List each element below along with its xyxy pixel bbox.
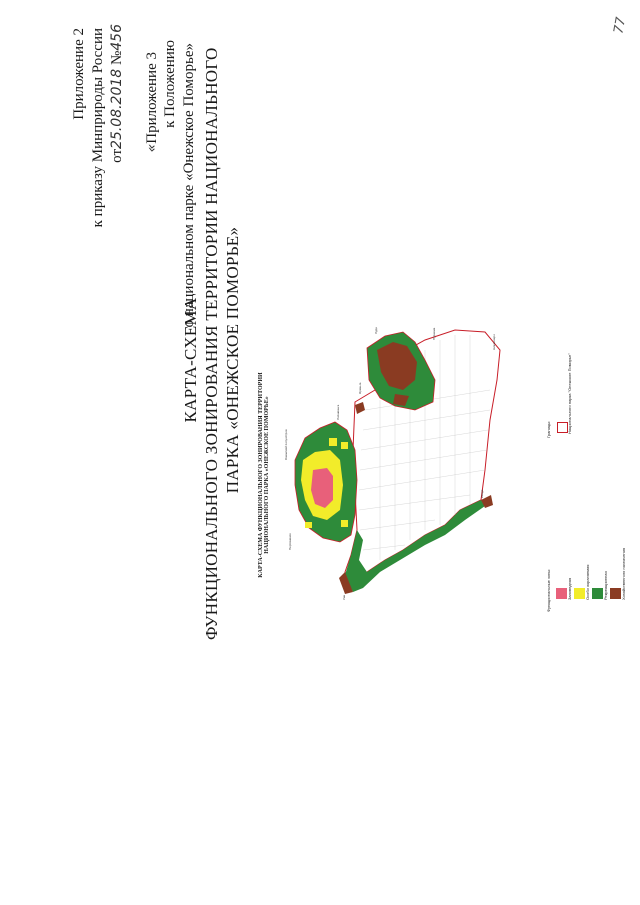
annex3-mark: « [144,143,160,153]
map-label-9: Нижмозеро [492,334,496,350]
legend-borders-title: Границы: [546,420,551,438]
legend-label-reserve: Заповедная [567,577,572,600]
title-line2: ФУНКЦИОНАЛЬНОГО ЗОНИРОВАНИЯ ТЕРРИТОРИИ НАЦИОНАЛЬНОГО [202,47,221,640]
legend-label-special: Особо охраняемая [585,564,590,600]
map-label-6: Кянда [480,489,484,498]
annex3-line1-wrap [143,52,161,172]
map-label-1: Онежский полуостров [284,429,288,460]
map-subtitle-line1: КАРТА-СХЕМА ФУНКЦИОНАЛЬНОГО ЗОНИРОВАНИЯ ТЕРРИТОРИИ [258,372,264,578]
annex2-number-handwritten: 456 [109,24,125,51]
annex3-line1: Приложение 3 [144,52,160,144]
annex2-line1: Приложение 2 [71,28,87,120]
map-label-5: Луда [374,327,378,334]
annex2-date-line [108,24,126,184]
page-number: 77 [611,16,630,35]
annex3-line3: о национальном парке «Онежское Поморье» [181,43,197,328]
zoning-map [285,310,515,600]
map-label-4: Яреньга [358,382,362,394]
map-subtitle-line2: НАЦИОНАЛЬНОГО ПАРКА «ОНЕЖСКОЕ ПОМОРЬЕ» [264,396,270,554]
annex2-block [70,28,88,178]
annex3-line2: к Положению [162,40,178,128]
map-label-7: Уна [342,594,346,600]
map-subtitle [258,310,270,640]
legend-label-recreation: Рекреационная [603,571,608,600]
legend-label-economic: Хозяйственного назначения [621,547,626,600]
annex3-line2-wrap [161,40,179,140]
annex2-date-handwritten: 25.08.2018 [109,68,125,149]
annex2-block-line2 [89,28,107,260]
annex2-line2: к приказу Минприроды России [90,28,106,228]
map-label-8: Пурнема [432,327,436,340]
title-line1: КАРТА-СХЕМА [181,297,200,423]
map-label-2: Пертоминск [288,533,292,550]
title-line3: ПАРКА «ОНЕЖСКОЕ ПОМОРЬЕ» [223,226,242,494]
annex2-number-prefix: № [109,50,125,66]
legend-swatch-special [574,588,585,599]
legend-swatch-reserve [556,588,567,599]
legend-swatch-recreation [592,588,603,599]
main-title [180,47,243,640]
legend-label-border: Национального парка "Онежское Поморье" [567,353,572,434]
legend-swatch-economic [610,588,621,599]
annex2-date-prefix: от [109,148,125,163]
legend-zones-title: Функциональные зоны: [546,568,551,612]
map-label-3: Лопшеньга [336,404,340,420]
